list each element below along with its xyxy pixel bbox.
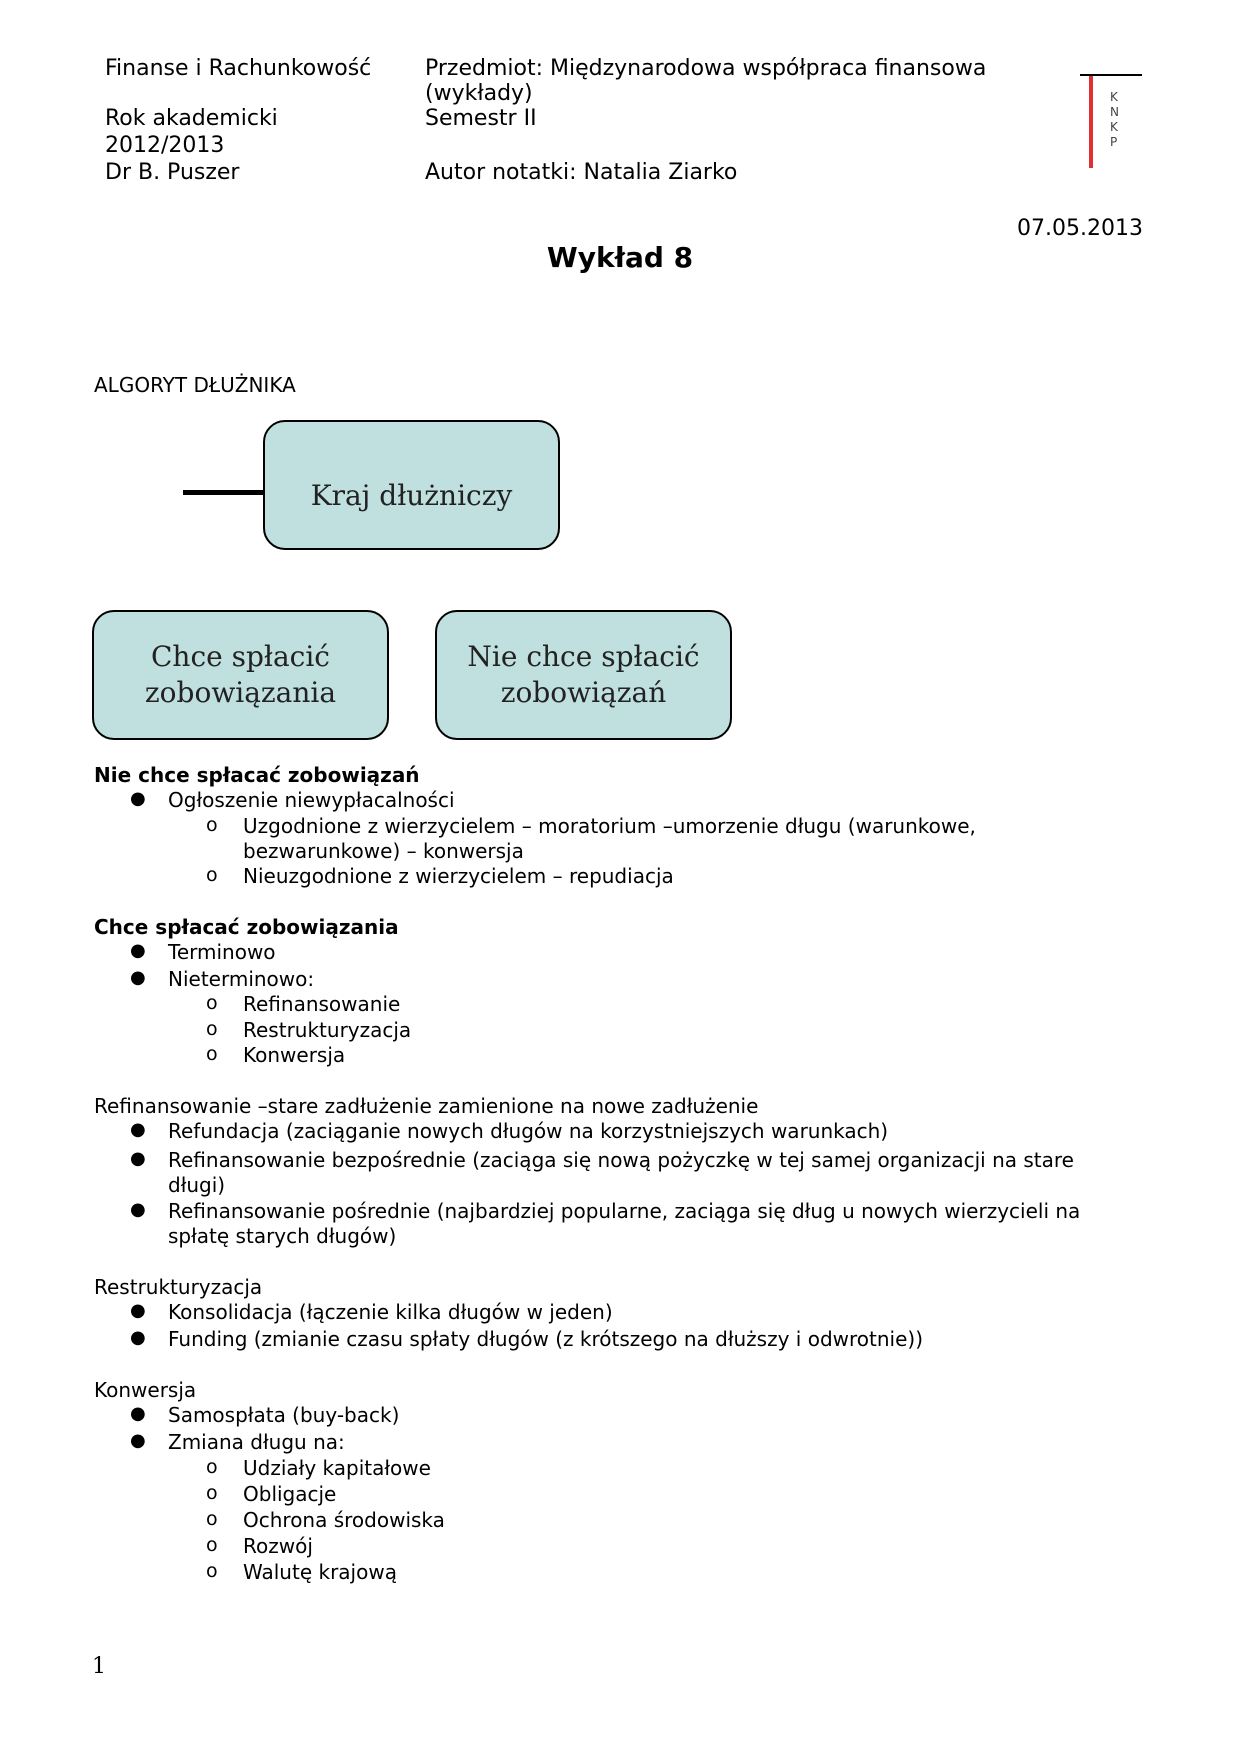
box-wants-to-repay xyxy=(92,610,389,740)
box-does-not-want-to-repay xyxy=(435,610,732,740)
bullet-dot: ● xyxy=(130,940,146,961)
bullet-dot: ● xyxy=(130,1300,146,1321)
bullet-dot: ● xyxy=(130,1148,146,1169)
logo-letter-p: P xyxy=(1110,135,1118,149)
nie-chce-sub-1-line1: Uzgodnione z wierzycielem – moratorium –umorzenie długu (warunkowe, xyxy=(243,814,976,838)
bullet-dot: ● xyxy=(130,1327,146,1348)
konwersja-sub-4: Rozwój xyxy=(243,1534,313,1558)
subject-line-2: (wykłady) xyxy=(425,81,533,106)
chce-sub-1: Refinansowanie xyxy=(243,992,401,1016)
heading-konwersja: Konwersja xyxy=(94,1378,197,1402)
box-does-not-want-line1: Nie chce spłacić xyxy=(467,640,700,673)
note-author: Autor notatki: Natalia Ziarko xyxy=(425,160,738,185)
konwersja-sub-2: Obligacje xyxy=(243,1482,337,1506)
bullet-dot: ● xyxy=(130,788,146,809)
connector-line xyxy=(183,490,265,495)
konwersja-sub-5: Walutę krajową xyxy=(243,1560,397,1584)
bullet-dot: ● xyxy=(130,1430,146,1451)
refinansowanie-item-1: Refundacja (zaciąganie nowych długów na korzystniejszych warunkach) xyxy=(168,1119,889,1143)
program-name: Finanse i Rachunkowość xyxy=(105,56,372,81)
sub-bullet-o: o xyxy=(206,1018,218,1040)
logo-letter-k2: K xyxy=(1110,120,1118,134)
sub-bullet-o: o xyxy=(206,864,218,886)
refinansowanie-item-3-line1: Refinansowanie pośrednie (najbardziej popularne, zaciąga się dług u nowych wierzycieli na xyxy=(168,1199,1081,1223)
konwersja-item-1: Samospłata (buy-back) xyxy=(168,1403,400,1427)
box-wants-to-repay-line2: zobowiązania xyxy=(144,676,337,709)
sub-bullet-o: o xyxy=(206,814,218,836)
logo-letter-n: N xyxy=(1110,105,1119,119)
konwersja-item-2: Zmiana długu na: xyxy=(168,1430,345,1454)
sub-bullet-o: o xyxy=(206,992,218,1014)
page-number: 1 xyxy=(92,1654,106,1679)
logo-letter-k1: K xyxy=(1110,90,1118,104)
sub-bullet-o: o xyxy=(206,1560,218,1582)
refinansowanie-item-3-line2: spłatę starych długów) xyxy=(168,1224,397,1248)
section-label: ALGORYT DŁUŻNIKA xyxy=(94,373,296,397)
heading-chce: Chce spłacać zobowiązania xyxy=(94,915,399,939)
nie-chce-sub-2: Nieuzgodnione z wierzycielem – repudiacja xyxy=(243,864,674,888)
chce-item-1: Terminowo xyxy=(168,940,276,964)
bullet-dot: ● xyxy=(130,1403,146,1424)
restrukturyzacja-item-2: Funding (zmianie czasu spłaty długów (z krótszego na dłuższy i odwrotnie)) xyxy=(168,1327,923,1351)
heading-nie-chce: Nie chce spłacać zobowiązań xyxy=(94,763,420,787)
subject-line-1: Przedmiot: Międzynarodowa współpraca finansowa xyxy=(425,56,987,81)
konwersja-sub-3: Ochrona środowiska xyxy=(243,1508,445,1532)
refinansowanie-item-2-line2: długi) xyxy=(168,1173,226,1197)
academic-year-label: Rok akademicki xyxy=(105,106,278,131)
semester: Semestr II xyxy=(425,106,537,131)
logo-red-bar xyxy=(1089,76,1093,168)
sub-bullet-o: o xyxy=(206,1482,218,1504)
bullet-dot: ● xyxy=(130,967,146,988)
heading-refinansowanie: Refinansowanie –stare zadłużenie zamienione na nowe zadłużenie xyxy=(94,1094,759,1118)
box-wants-to-repay-line1: Chce spłacić xyxy=(150,640,330,673)
box-debtor-country-label: Kraj dłużniczy xyxy=(310,479,513,512)
bullet-dot: ● xyxy=(130,1199,146,1220)
box-does-not-want-line2: zobowiązań xyxy=(500,676,667,709)
heading-restrukturyzacja: Restrukturyzacja xyxy=(94,1275,263,1299)
nie-chce-item-1: Ogłoszenie niewypłacalności xyxy=(168,788,455,812)
chce-sub-2: Restrukturyzacja xyxy=(243,1018,412,1042)
academic-year-value: 2012/2013 xyxy=(105,133,225,158)
sub-bullet-o: o xyxy=(206,1534,218,1556)
box-debtor-country xyxy=(263,420,560,550)
lecture-date: 07.05.2013 xyxy=(1017,216,1143,241)
chce-sub-3: Konwersja xyxy=(243,1043,346,1067)
lecturer: Dr B. Puszer xyxy=(105,160,240,185)
sub-bullet-o: o xyxy=(206,1043,218,1065)
restrukturyzacja-item-1: Konsolidacja (łączenie kilka długów w jeden) xyxy=(168,1300,613,1324)
konwersja-sub-1: Udziały kapitałowe xyxy=(243,1456,431,1480)
page-title: Wykład 8 xyxy=(546,241,694,274)
nie-chce-sub-1-line2: bezwarunkowe) – konwersja xyxy=(243,839,524,863)
bullet-dot: ● xyxy=(130,1119,146,1140)
refinansowanie-item-2-line1: Refinansowanie bezpośrednie (zaciąga się nową pożyczkę w tej samej organizacji na stare xyxy=(168,1148,1074,1172)
sub-bullet-o: o xyxy=(206,1456,218,1478)
sub-bullet-o: o xyxy=(206,1508,218,1530)
chce-item-2: Nieterminowo: xyxy=(168,967,315,991)
